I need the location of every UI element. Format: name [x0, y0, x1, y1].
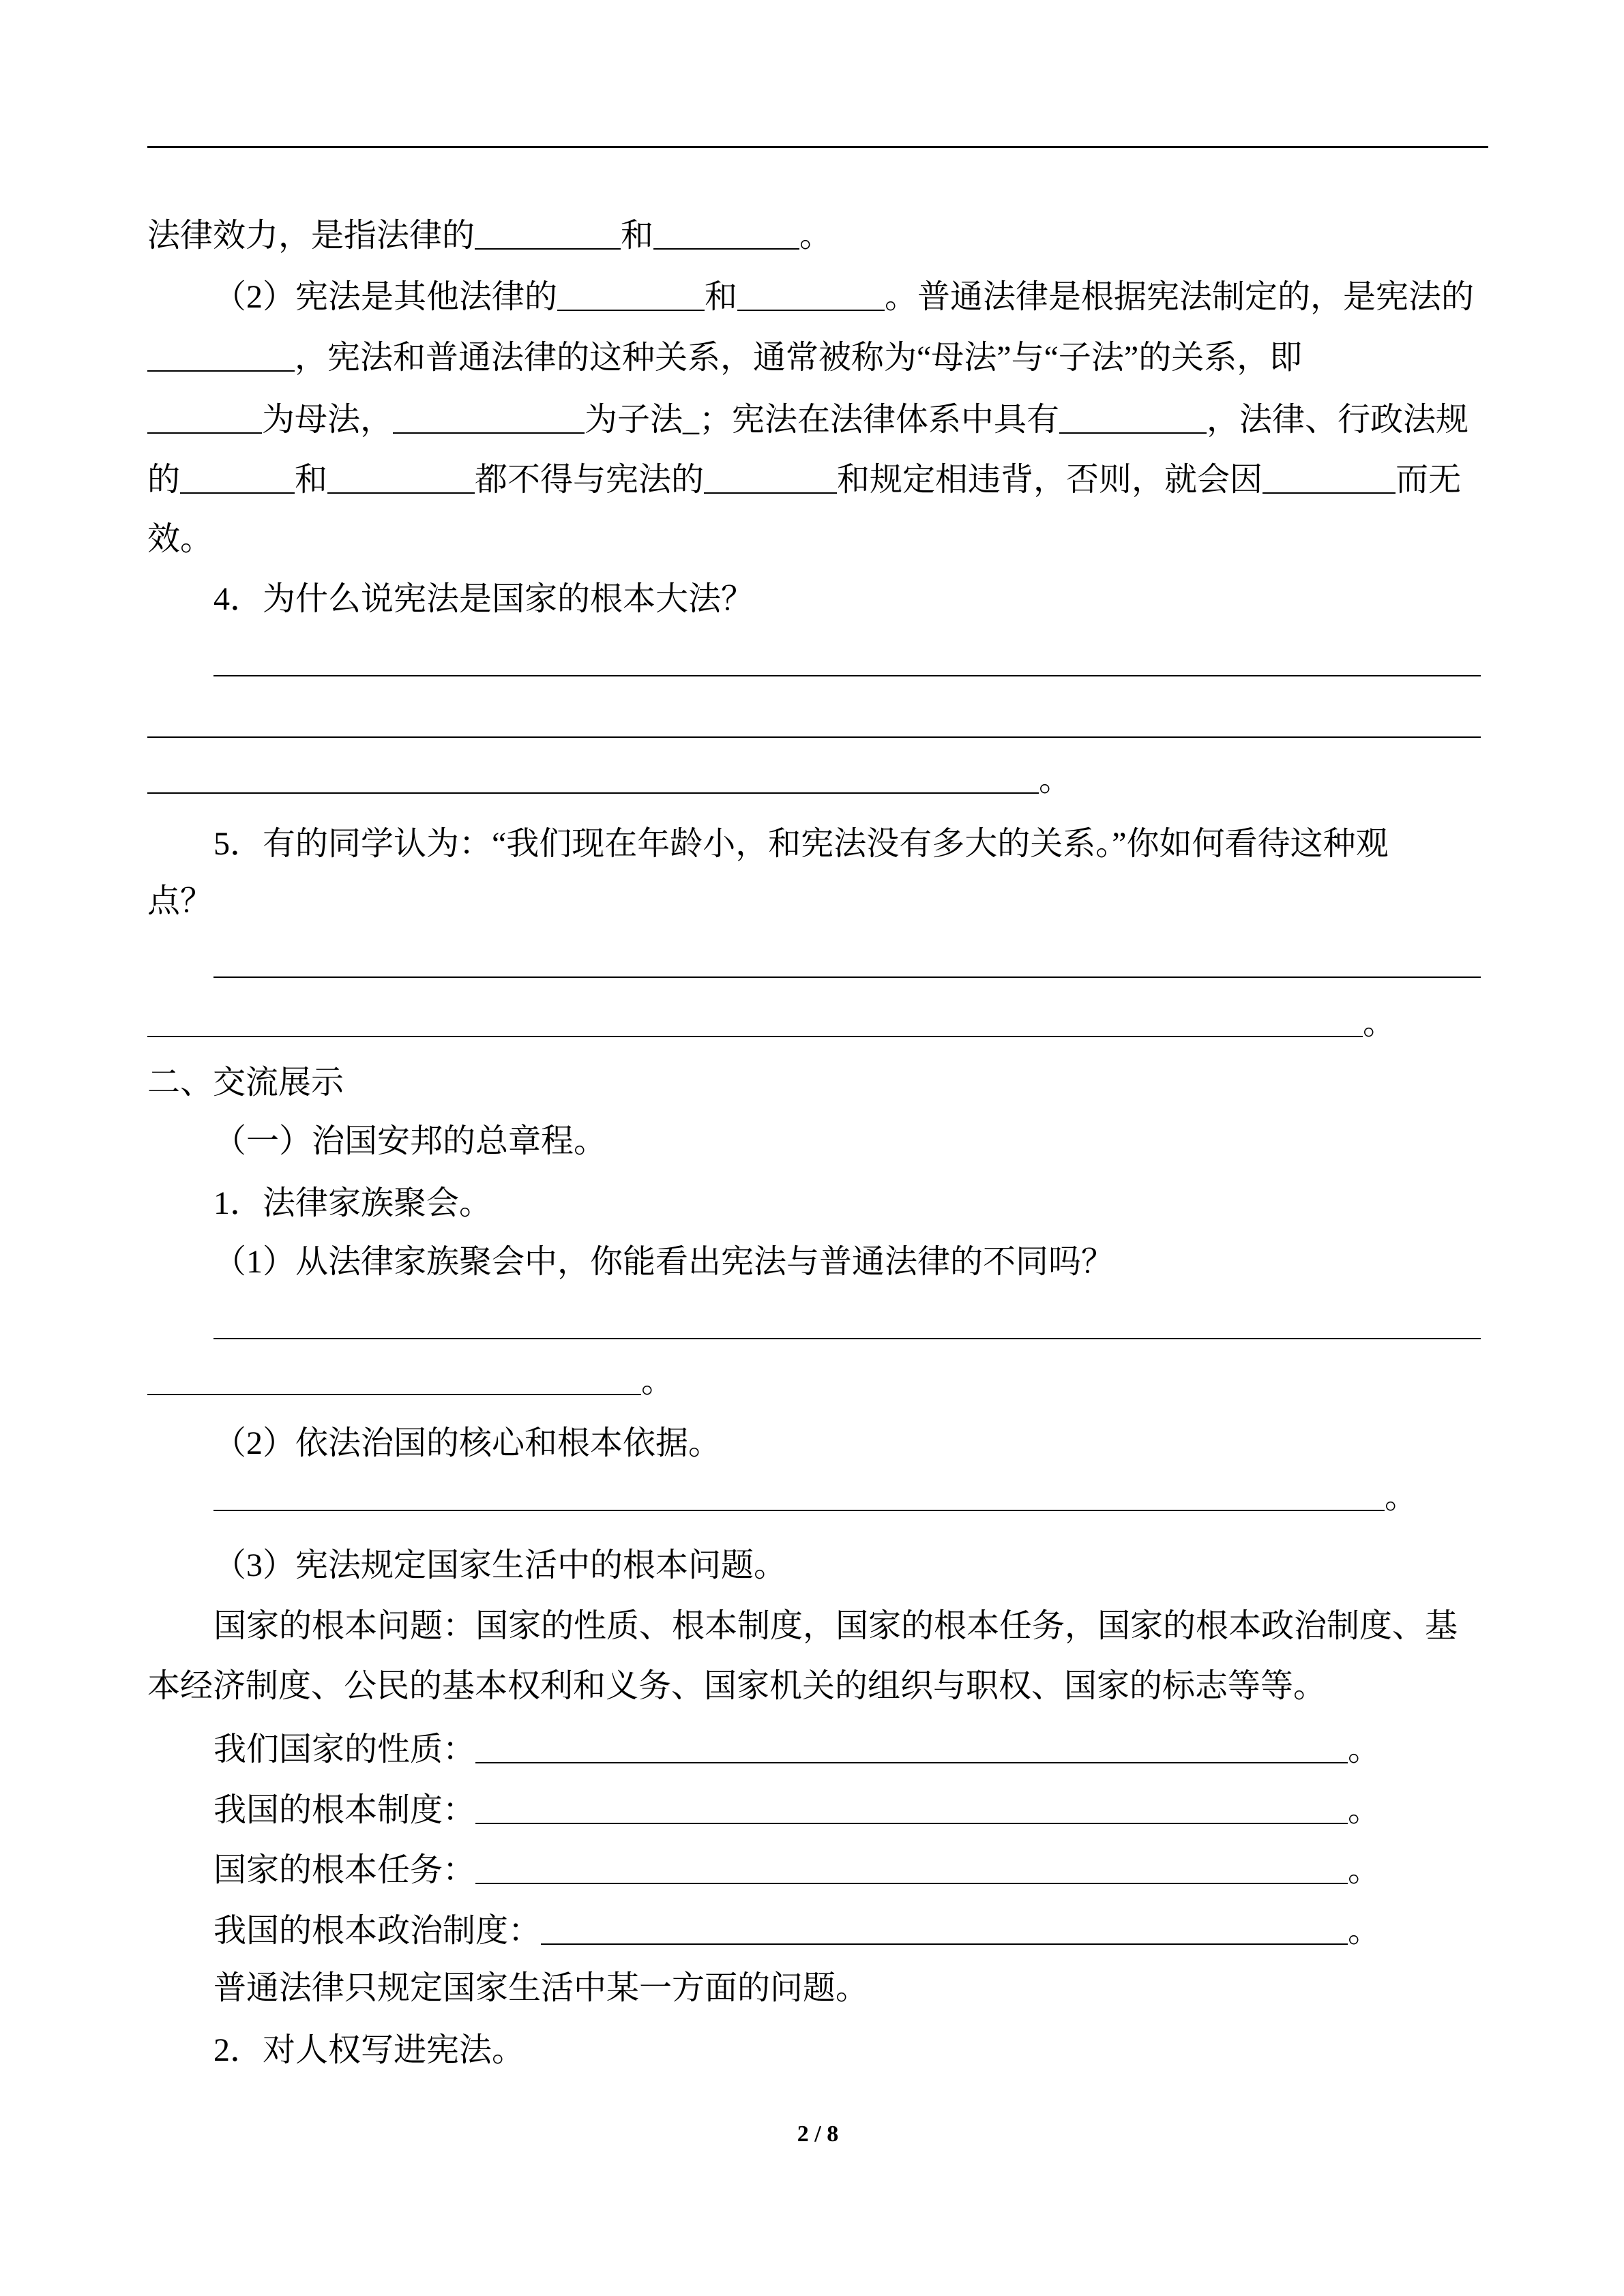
line-text: 和规定相违背，否则，就会因: [837, 462, 1263, 498]
answer-line: [213, 642, 1481, 683]
line-text: 而无: [1396, 462, 1462, 498]
line-text: 都不得与宪法的: [475, 462, 705, 498]
fill-in-blank: [737, 282, 885, 311]
answer-line: [213, 1305, 1481, 1346]
line-text: 和: [621, 218, 654, 254]
line-text: 和: [295, 462, 328, 498]
answer-blank: [213, 648, 1481, 676]
line-text: ​ 的: [147, 462, 181, 498]
item-heading-text: ​ 2．对人权写进宪法。: [213, 2032, 525, 2068]
fill-in-blank: [653, 221, 799, 250]
answer-blank: [147, 1009, 1363, 1037]
item-heading: [213, 2030, 525, 2071]
answer-end-mark: 。: [1348, 1913, 1381, 1949]
item-heading-text: ​ 1．法律家族聚会。: [213, 1185, 492, 1221]
fill-item-fundamental-task: [213, 1850, 1381, 1891]
subsection-heading: [213, 1121, 606, 1162]
q3-part2-line-1: [213, 277, 1474, 318]
fill-in-blank: [147, 343, 295, 372]
q3-part2-line-2: [147, 338, 1302, 378]
note-line: [213, 1968, 868, 2009]
subsection-heading-text: ​ （一）治国安邦的总章程。: [213, 1123, 607, 1159]
fill-item-label: ​ 我们国家的性质：: [213, 1731, 476, 1768]
answer-end-mark: ​ 。: [1363, 1005, 1396, 1041]
answer-blank: [147, 765, 1039, 794]
question-text: ​ （1）从法律家族聚会中，你能看出宪法与普通法律的不同吗？: [213, 1244, 1114, 1280]
question-5-prompt-line-2: [147, 881, 213, 922]
line-text: ​ ，宪法和普通法律的这种关系，通常被称为“母法”与“子法”的关系，即: [295, 340, 1303, 376]
answer-end-mark: ​ 。: [641, 1363, 675, 1399]
section-heading-text: ​ 二、交流展示: [147, 1064, 344, 1101]
fill-item-political-system: [213, 1911, 1381, 1952]
answer-line: [147, 704, 1481, 745]
answer-blank: [213, 1482, 1385, 1511]
answer-blank: [475, 1795, 1348, 1824]
answer-blank: [541, 1916, 1348, 1945]
question-5-prompt-line-1: [213, 824, 1389, 865]
explanation-text: ​ 本经济制度、公民的基本权利和义务、国家机关的组织与职权、国家的标志等等。: [147, 1668, 1327, 1704]
fill-in-blank: [1263, 465, 1396, 494]
fill-item-label: ​ 我国的根本政治制度：: [213, 1913, 542, 1949]
fill-item-label: ​ 国家的根本任务：: [213, 1852, 476, 1888]
fill-in-blank: [393, 405, 585, 434]
fill-item-fundamental-system: [213, 1790, 1381, 1831]
fill-in-blank: [704, 465, 837, 494]
answer-blank: [213, 1311, 1481, 1339]
question-4-prompt: [213, 579, 754, 620]
answer-blank: [475, 1735, 1348, 1763]
answer-line: [147, 1003, 1396, 1044]
sub-question-1: [213, 1242, 1114, 1283]
line-text: ​ 法律效力，是指法律的: [147, 218, 475, 254]
q3-part2-line-4: [147, 460, 1461, 501]
answer-blank: [475, 1855, 1348, 1884]
section-heading: [147, 1062, 344, 1103]
sub-question-3: [213, 1545, 786, 1586]
line-text: 。普通法律是根据宪法制定的，是宪法的: [885, 279, 1475, 315]
line-text: ，法律、行政法规: [1207, 402, 1469, 438]
fill-in-blank: [1059, 405, 1207, 434]
answer-blank: [147, 709, 1481, 738]
fill-in-blank: [557, 282, 705, 311]
question-text: ​ （3）宪法规定国家生活中的根本问题。: [213, 1547, 787, 1583]
answer-blank: [147, 1367, 641, 1395]
line-text: 为子法_；宪法在法律体系中具有: [585, 402, 1060, 438]
question-text: ​ 5．有的同学认为：“我们现在年龄小，和宪法没有多大的关系。”你如何看待这种观: [213, 826, 1389, 862]
answer-line: [147, 1361, 674, 1402]
answer-end-mark: 。: [1348, 1731, 1381, 1768]
question-text: ​ 点？: [147, 883, 213, 919]
q3-part2-line-5: [147, 519, 213, 560]
answer-end-mark: 。: [1348, 1792, 1381, 1828]
answer-end-mark: ​ 。: [1039, 762, 1072, 798]
line-text: 。: [799, 218, 833, 254]
answer-line: [147, 760, 1072, 801]
answer-blank: [213, 949, 1481, 978]
q3-part1-end-line: [147, 215, 832, 256]
answer-end-mark: ​ 。: [1385, 1479, 1418, 1515]
explanation-line-2: [147, 1666, 1326, 1707]
answer-line: [213, 1477, 1417, 1518]
sub-question-2: [213, 1423, 721, 1464]
q3-part2-line-3: [147, 400, 1468, 441]
explanation-line-1: [213, 1606, 1458, 1647]
item-heading: [213, 1183, 492, 1224]
explanation-text: ​ 国家的根本问题：国家的性质、根本制度，国家的根本任务，国家的根本政治制度、基: [213, 1608, 1458, 1644]
line-text: ​ 效。: [147, 521, 213, 557]
header-rule: [147, 146, 1488, 148]
page-number: 2 / 8: [797, 2121, 839, 2147]
line-text: ​ （2）宪法是其他法律的: [213, 279, 558, 315]
question-text: ​ 4．为什么说宪法是国家的根本大法？: [213, 581, 754, 617]
line-text: ​ 为母法，: [262, 402, 394, 438]
fill-item-state-nature: [213, 1729, 1381, 1770]
answer-line: [213, 944, 1481, 985]
fill-in-blank: [475, 221, 621, 250]
fill-in-blank: [147, 405, 262, 434]
line-text: 和: [705, 279, 738, 315]
fill-in-blank: [180, 465, 295, 494]
note-text: ​ 普通法律只规定国家生活中某一方面的问题。: [213, 1970, 869, 2006]
question-text: ​ （2）依法治国的核心和根本依据。: [213, 1425, 722, 1461]
fill-item-label: ​ 我国的根本制度：: [213, 1792, 476, 1828]
answer-end-mark: 。: [1348, 1852, 1381, 1888]
fill-in-blank: [327, 465, 475, 494]
